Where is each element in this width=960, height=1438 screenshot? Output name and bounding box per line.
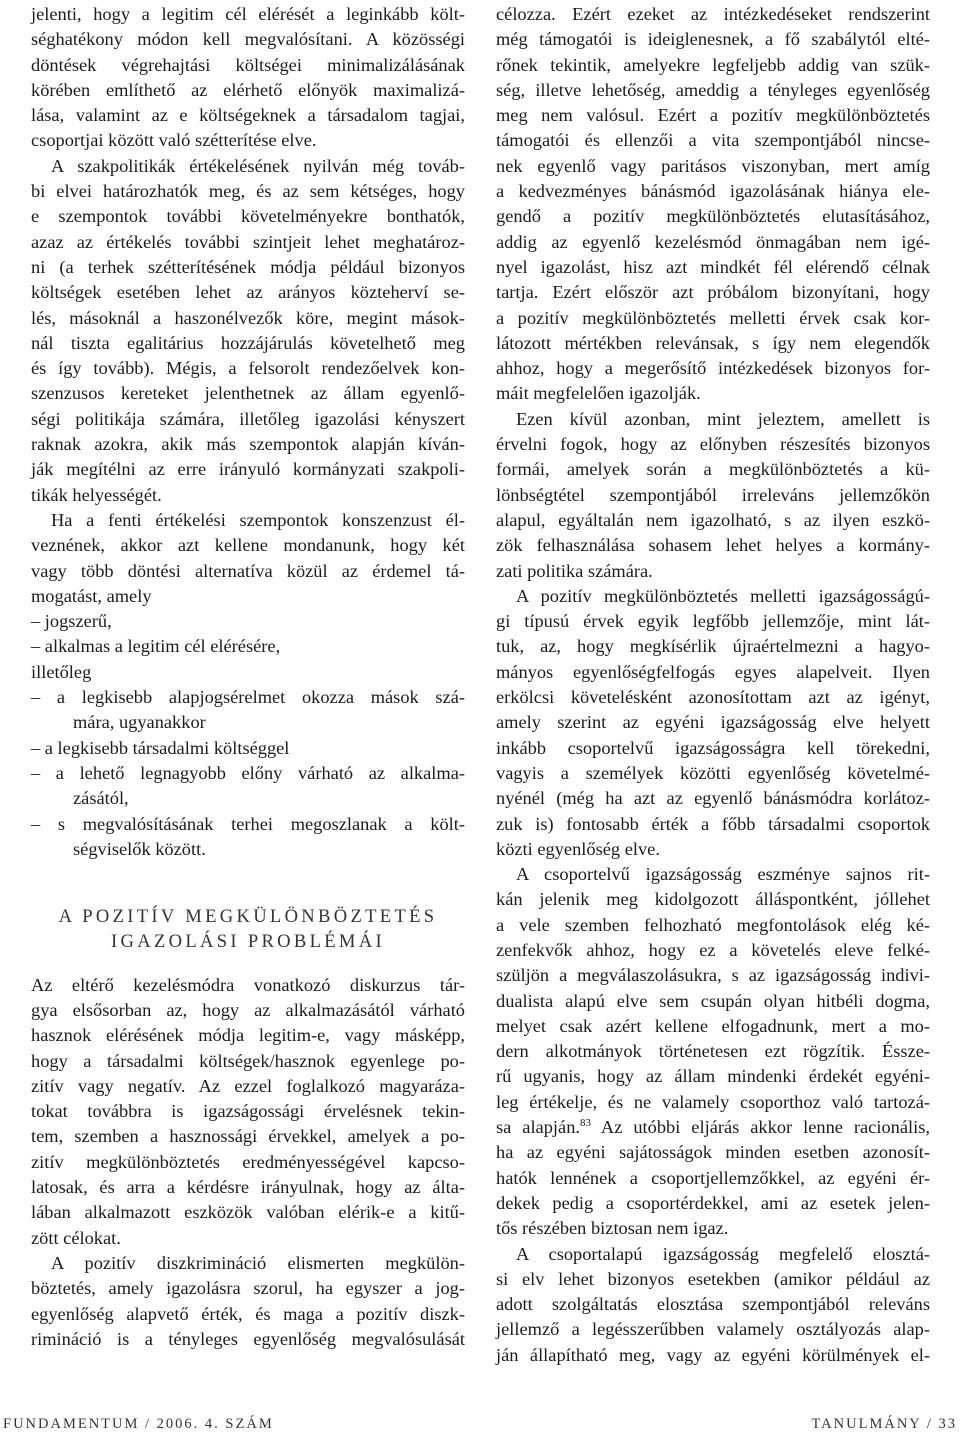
text-line: a pozitív megkülönböztetés melletti érvek csak kor- [496, 307, 930, 328]
text-line: körében említhető az elérhető előnyök maximalizá- [31, 79, 465, 100]
text-line: ségi politikája számára, illetőleg igazolási kényszert [31, 408, 465, 429]
text-line: A szakpolitikák értékelésének nyilván még továb- [51, 155, 465, 176]
text-line: sa alapján.$^{83}$ Az utóbbi eljárás akkor lenne racionális, [496, 1116, 930, 1138]
text-line: melyet csak azért kellene elfogadnunk, mert a mo- [496, 1015, 930, 1036]
text-line: formái, amelyek során a megkülönböztetés a kü- [496, 459, 930, 480]
text-line: zitív megkülönböztetés eredményességével kapcso- [31, 1151, 465, 1172]
text-line: A csoportalapú igazságosság megfelelő elosztá- [516, 1243, 930, 1264]
text-line: alapul, egyáltalán nem igazolható, s az ilyen eszkö- [496, 509, 930, 530]
text-line: még támogatói is ideiglenesnek, a fő szabálytól elté- [496, 29, 930, 50]
section-heading-line: IGAZOLÁSI PROBLÉMÁI [111, 931, 385, 953]
text-line: leg értékelje, és ne valamely csoporthoz való tartozá- [496, 1091, 930, 1112]
text-line: Ha a fenti értékelési szempontok konszenzust él- [51, 509, 465, 530]
text-line: a vele szemben felhozható megfontolások elég ké- [496, 914, 930, 935]
list-item: – s megvalósításának terhei megoszlanak a költ- [31, 813, 465, 834]
footer-journal: FUNDAMENTUM / 2006. 4. SZÁM [3, 1416, 274, 1432]
text-line: mogatást, amely [31, 585, 152, 606]
list-item: – a legkisebb alapjogsérelmet okozza mások szá- [31, 687, 465, 708]
text-line: érvelni fogok, hogy az előnyben részesítés bizonyos [496, 434, 930, 455]
text-line: célozza. Ezért ezeket az intézkedéseket rendszerint [496, 4, 930, 24]
footnote-reference[interactable]: 83 [579, 1116, 591, 1129]
text-line: A pozitív diszkrimináció elismerten megkülön- [51, 1252, 465, 1273]
text-line: ség, illetve lehetőség, ameddig a tényleges egyenlőség [496, 79, 930, 100]
text-line: nál tiszta egalitárius hozzájárulás követelhető meg [31, 332, 465, 353]
text-line: A csoportelvű igazságosság eszménye sajnos rit- [516, 864, 930, 885]
paragraph [31, 2, 465, 154]
text-line: dern alkotmányok történetesen ezt rögzítik. Ésszе- [496, 1041, 930, 1062]
text-line: zött célokat. [31, 1227, 121, 1248]
text-line: vagy több döntési alternatíva közül az érdemel tá- [31, 560, 465, 581]
text-line: szüljön a megválaszolásukra, s az igazságosság indivi- [496, 965, 930, 986]
text-line: vagyis a személyek közötti egyenlőség követelmé- [496, 762, 930, 783]
text-line: ják megítélni az erre irányuló kormányzati szakpoli- [31, 459, 465, 480]
list-item: – alkalmas a legitim cél elérésére, [31, 636, 281, 657]
text-line: lában alkalmazott eszközök valóban elérik-e a kitű- [31, 1202, 465, 1223]
text-line: zuk is) fontosabb érték a főbb társadalmi csoportok [496, 813, 930, 834]
paragraph [496, 2, 930, 407]
text-line: gendő a pozitív megkülönböztetés elutasításához, [496, 206, 930, 227]
text-line: nyel igazolást, hisz azt mindkét fél elérendő célnak [496, 256, 930, 277]
list-item: ségviselők között. [73, 838, 206, 859]
text-line: hatók lennének a csoportjellemzőkkel, az egyéni ér- [496, 1167, 930, 1188]
text-line: rimináció is a tényleges egyenlőség megvalósulását [31, 1328, 465, 1349]
criteria-list [31, 609, 465, 862]
text-line: rű ugyanis, hogy az állam mindenki érdekét egyéni- [496, 1066, 930, 1087]
section-heading [31, 904, 465, 955]
paragraph [31, 1251, 465, 1352]
text-line: a kedvezményes bánásmód igazolásának hiánya ele- [496, 181, 930, 202]
text-line: mányos egyenlőségfelfogás egyes alapelveit. Ilyen [496, 661, 930, 682]
text-line: tős részében biztosan nem igaz. [496, 1218, 729, 1239]
paragraph [496, 584, 930, 862]
list-item: – jogszerű, [31, 611, 112, 632]
list-item: – a lehető legnagyobb előny várható az alkalma- [31, 762, 465, 783]
text-line: döntések végrehajtási költségei minimalizálásának [31, 54, 465, 75]
text-line: amely szerint az egyéni igazságosság elve helyett [496, 712, 930, 733]
text-line: dualista alapú elve sem csupán olyan hitbéli dogma, [496, 990, 930, 1011]
text-line: tem, szemben a hasznossági érvekkel, amelyek a po- [31, 1126, 465, 1147]
text-line: latosak, és arra a kérdésre irányulnak, hogy az álta- [31, 1177, 465, 1198]
text-line: zenfekvők ahhoz, hogy ez a követelés eleve felké- [496, 939, 930, 960]
text-line: jellemző a legésszerűbben valamely osztályozás alap- [496, 1319, 930, 1340]
text-line: addig az egyenlő kezelésmód önmagában nem igé- [496, 231, 930, 252]
text-line: gi típusú érvek egyik legfőbb jellemzője, mint lát- [496, 611, 930, 632]
paragraph [31, 154, 465, 508]
text-line: csoportjai között való szétterítése elve. [31, 130, 317, 151]
text-line: hasznok elérésének módja legitim-e, vagy másképp, [31, 1025, 465, 1046]
left-column [31, 2, 465, 1352]
paragraph [496, 1242, 930, 1368]
text-line: kán jelenik meg kidolgozott álláspontként, jóllehet [496, 889, 930, 910]
text-line: nyénél (még ha azt az egyenlő bánásmódra korlátoz- [496, 788, 930, 809]
paragraph [31, 508, 465, 609]
text-line: látozott mértékben relevánsak, s így nem elegendők [496, 332, 930, 353]
text-line: inkább csoportelvű igazságosságra kell törekedni, [496, 737, 930, 758]
text-line: ahhoz, hogy a megerősítő intézkedések bizonyos for- [496, 358, 930, 379]
text-line: ni (a terhek szétterítésének módja például bizonyos [31, 256, 465, 277]
text-line: tuk, az, hogy megkísérlik újraértelmezni a hagyo- [496, 636, 930, 657]
text-line: közti egyenlőség elve. [496, 838, 660, 859]
text-line: A pozitív megkülönböztetés melletti igazságosságú- [516, 585, 930, 606]
text-line: zök felhasználása sohasem lehet helyes a kormány- [496, 535, 930, 556]
text-line: si elv lehet bizonyos esetekben (amikor például az [496, 1268, 930, 1289]
text-line: ján állapítható meg, vagy az egyéni körülmények el- [496, 1344, 930, 1365]
text-line: szenzusos kereteket jelenthetnek az állam egyenlő- [31, 383, 465, 404]
text-line: azaz az értékelés további szintjeit lehet meghatároz- [31, 231, 465, 252]
right-column [496, 2, 930, 1368]
text-line: nek egyenlő vagy paritásos viszonyban, mert amíg [496, 155, 930, 176]
text-line: Az eltérő kezelésmódra vonatkozó diskurzus tár- [31, 974, 465, 995]
text-line: böztetés, amely igazolásra szorul, ha egyszer a jog- [31, 1278, 465, 1299]
text-line: költségek esetében lehet az arányos közteherví se- [31, 282, 465, 303]
text-line: máit megfelelően igazolják. [496, 383, 701, 404]
text-line: tokat továbbra is igazságossági érvelésnek tekin- [31, 1101, 465, 1122]
text-line: raknak azokra, akik más szempontok alapján kíván- [31, 434, 465, 455]
section-heading-line: A POZITÍV MEGKÜLÖNBÖZTETÉS [58, 906, 438, 928]
text-line: tikák helyességét. [31, 484, 162, 505]
text-line: hogy a társadalmi költségek/hasznok egyenlege po- [31, 1050, 465, 1071]
text-line: jelenti, hogy a legitim cél elérését a leginkább költ- [31, 4, 465, 24]
text-line: gya elsősorban az, hogy az alkalmazásától várható [31, 999, 465, 1020]
text-line: Ezen kívül azonban, mint jeleztem, amellett is [516, 408, 930, 429]
list-item: mára, ugyanakkor [73, 712, 206, 733]
text-line: erkölcsi követelésként azonosítottam azt az igényt, [496, 687, 930, 708]
text-line: ha az egyéni sajátosságok minden esetben azonosít- [496, 1142, 930, 1163]
text-line: zitív vagy negatív. Az ezzel foglalkozó magyaráza- [31, 1075, 465, 1096]
text-line: lés, másoknál a haszonélvezők köre, megint mások- [31, 307, 465, 328]
text-line: dekek pedig a csoportérdekkel, ami az esetek jelen- [496, 1192, 930, 1213]
paragraph [31, 973, 465, 1251]
list-connector: illetőleg [31, 661, 92, 682]
text-line: adott szolgáltatás elosztása szempontjából releváns [496, 1294, 930, 1315]
list-item: zásától, [73, 788, 129, 809]
footer-section-page: TANULMÁNY / 33 [811, 1416, 957, 1432]
text-line: e szempontok további követelményekre bonthatók, [31, 206, 465, 227]
text-line: lönbségtétel szempontjából irreleváns jellemzőkön [496, 484, 930, 505]
paragraph [496, 862, 930, 1241]
text-line: támogatói és ellenzői a vita szempontjából nincse- [496, 130, 930, 151]
text-line: zati politika számára. [496, 560, 653, 581]
text-line: lása, valamint az e költségeknek a társadalom tagjai, [31, 105, 465, 126]
list-item: – a legkisebb társadalmi költséggel [31, 737, 290, 758]
text-line: rőnek tekintik, amelyekre legfeljebb addig van szük- [496, 54, 930, 75]
paragraph [496, 407, 930, 584]
text-line: és így tovább). Mégis, a felsorolt rendezőelvek kon- [31, 358, 465, 379]
text-line: tartja. Ezért először azt próbálom bizonyítani, hogy [496, 282, 930, 303]
text-line: séghatékony módon kell megvalósítani. A közösségi [31, 29, 465, 50]
text-line: egyenlőség alapvető érték, és maga a pozitív diszk- [31, 1303, 465, 1324]
text-line: veznének, akkor azt kellene mondanunk, hogy két [31, 535, 465, 556]
text-line: meg nem valósul. Ezért a pozitív megkülönböztetés [496, 105, 930, 126]
text-line: bi elvei határozhatók meg, és az sem kétséges, hogy [31, 181, 465, 202]
